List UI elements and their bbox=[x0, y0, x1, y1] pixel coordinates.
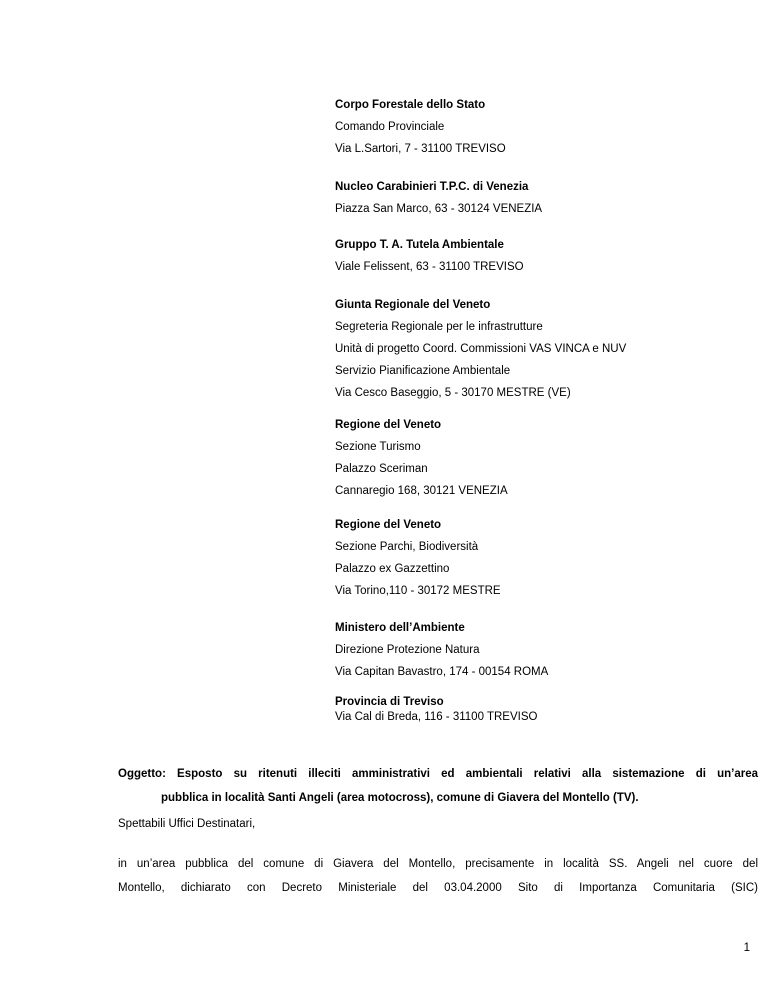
recipient-block-provincia-treviso bbox=[335, 695, 537, 725]
salutation: Spettabili Uffici Destinatari, bbox=[118, 818, 256, 830]
recipient-name: Regione del Veneto bbox=[335, 419, 442, 431]
recipient-name: Provincia di Treviso bbox=[335, 696, 444, 708]
recipient-block-giunta-regionale bbox=[335, 294, 626, 404]
recipient-name: Ministero dell’Ambiente bbox=[335, 622, 465, 634]
page-number: 1 bbox=[743, 942, 750, 954]
recipient-line: Unità di progetto Coord. Commissioni VAS VINCA e NUV bbox=[335, 343, 627, 355]
recipient-line: Servizio Pianificazione Ambientale bbox=[335, 365, 511, 377]
recipient-block-regione-parchi bbox=[335, 514, 501, 602]
recipient-line: Segreteria Regionale per le infrastrutture bbox=[335, 321, 543, 333]
recipient-name: Giunta Regionale del Veneto bbox=[335, 299, 491, 311]
recipient-line: Cannaregio 168, 30121 VENEZIA bbox=[335, 485, 508, 497]
recipient-line: Piazza San Marco, 63 - 30124 VENEZIA bbox=[335, 203, 543, 215]
subject-line: Oggetto: Esposto su ritenuti illeciti amministrativi ed ambientali relativi alla sistemazione di un’area bbox=[118, 768, 758, 780]
recipient-name: Corpo Forestale dello Stato bbox=[335, 99, 486, 111]
body-line: Montello, dichiarato con Decreto Ministeriale del 03.04.2000 Sito di Importanza Comunitaria (SIC) bbox=[118, 882, 758, 894]
recipient-block-tutela-ambientale bbox=[335, 234, 524, 278]
recipient-block-ministero-ambiente bbox=[335, 617, 548, 683]
recipient-line: Via Cesco Baseggio, 5 - 30170 MESTRE (VE) bbox=[335, 387, 571, 399]
recipient-block-regione-turismo bbox=[335, 414, 508, 502]
subject-paragraph bbox=[118, 762, 758, 810]
recipient-line: Via Cal di Breda, 116 - 31100 TREVISO bbox=[335, 711, 538, 723]
recipient-line: Palazzo Sceriman bbox=[335, 463, 428, 475]
recipient-line: Sezione Turismo bbox=[335, 441, 421, 453]
subject-line: pubblica in località Santi Angeli (area motocross), comune di Giavera del Montello (TV). bbox=[161, 792, 639, 804]
body-paragraph bbox=[118, 852, 758, 900]
recipient-name: Gruppo T. A. Tutela Ambientale bbox=[335, 239, 504, 251]
recipient-line: Via L.Sartori, 7 - 31100 TREVISO bbox=[335, 143, 506, 155]
recipient-line: Palazzo ex Gazzettino bbox=[335, 563, 450, 575]
recipient-line: Comando Provinciale bbox=[335, 121, 445, 133]
recipient-line: Sezione Parchi, Biodiversità bbox=[335, 541, 479, 553]
recipient-block-carabinieri-tpc bbox=[335, 176, 542, 220]
recipient-line: Viale Felissent, 63 - 31100 TREVISO bbox=[335, 261, 524, 273]
recipient-line: Via Capitan Bavastro, 174 - 00154 ROMA bbox=[335, 666, 549, 678]
recipient-name: Nucleo Carabinieri T.P.C. di Venezia bbox=[335, 181, 529, 193]
recipient-line: Via Torino,110 - 30172 MESTRE bbox=[335, 585, 501, 597]
body-line: in un’area pubblica del comune di Giavera del Montello, precisamente in località SS. Angeli nel cuore del bbox=[118, 858, 758, 870]
recipient-line: Direzione Protezione Natura bbox=[335, 644, 480, 656]
recipient-name: Regione del Veneto bbox=[335, 519, 442, 531]
recipient-block-corpo-forestale bbox=[335, 94, 506, 160]
